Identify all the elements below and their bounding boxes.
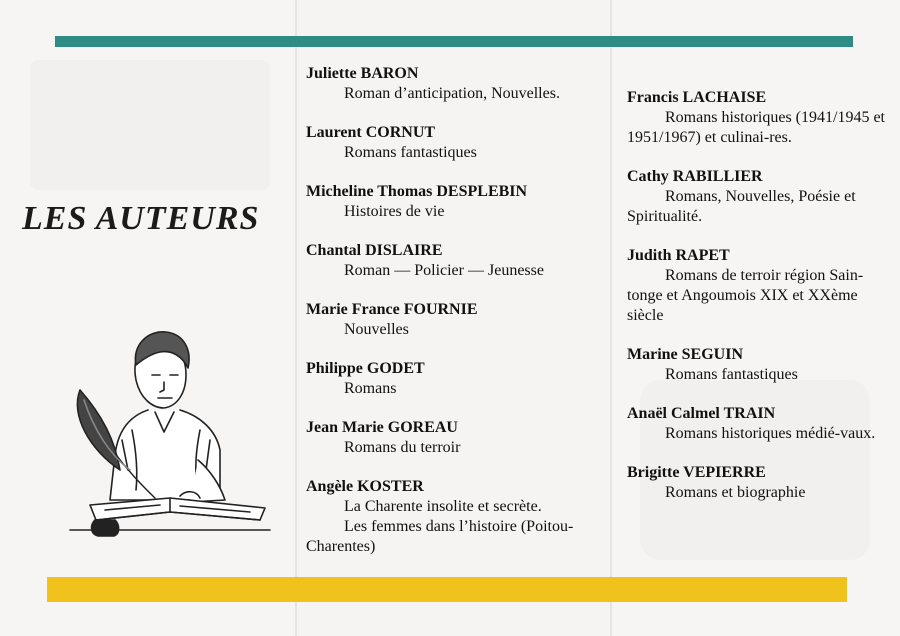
author-genres: Roman d’anticipation, Nouvelles. — [344, 85, 560, 102]
author-genres: Romans, Nouvelles, Poésie et Spiritualité. — [627, 188, 856, 225]
author-genres: Nouvelles — [344, 321, 409, 338]
author-entry — [627, 246, 889, 326]
author-name: Francis LACHAISE — [627, 89, 767, 106]
author-name: Philippe GODET — [306, 360, 425, 377]
author-genres: La Charente insolite et secrète. — [344, 498, 542, 515]
author-entry — [306, 64, 598, 104]
writer-with-quill-icon — [60, 320, 275, 550]
author-genres: Romans fantastiques — [665, 366, 798, 383]
author-entry — [306, 241, 598, 281]
author-name: Anaël Calmel TRAIN — [627, 405, 776, 422]
author-entry — [627, 88, 889, 148]
author-genres: Histoires de vie — [344, 203, 445, 220]
author-name: Angèle KOSTER — [306, 478, 424, 495]
author-name: Judith RAPET — [627, 247, 730, 264]
bottom-accent-bar — [47, 577, 847, 602]
author-name: Laurent CORNUT — [306, 124, 436, 141]
fold-line-1 — [295, 0, 297, 636]
author-entry — [627, 167, 889, 227]
author-name: Marine SEGUIN — [627, 346, 743, 363]
authors-column-right — [627, 88, 889, 503]
author-genres: Romans de terroir région Sain-tonge et Angoumois XIX et XXème siècle — [627, 267, 864, 324]
author-name: Juliette BARON — [306, 65, 419, 82]
author-entry — [627, 404, 889, 444]
page-title: LES AUTEURS — [22, 200, 260, 237]
author-entry — [627, 345, 889, 385]
author-entry — [306, 182, 598, 222]
author-genres: Romans fantastiques — [344, 144, 477, 161]
author-genres: Romans historiques (1941/1945 et 1951/1967) et culinai-res. — [627, 109, 885, 146]
author-name: Jean Marie GOREAU — [306, 419, 458, 436]
show-through-shape — [30, 60, 270, 190]
author-entry — [306, 123, 598, 163]
author-name: Micheline Thomas DESPLEBIN — [306, 183, 528, 200]
author-entry — [306, 477, 598, 557]
author-genres: Romans — [344, 380, 397, 397]
author-name: Marie France FOURNIE — [306, 301, 478, 318]
author-entry — [306, 300, 598, 340]
author-entry — [306, 418, 598, 458]
author-genres: Romans historiques médié-vaux. — [665, 425, 876, 442]
author-genres: Romans du terroir — [344, 439, 461, 456]
author-genres: Romans et biographie — [665, 484, 806, 501]
author-entry — [306, 359, 598, 399]
author-genres: Les femmes dans l’histoire (Poitou-Charentes) — [306, 518, 574, 555]
fold-line-2 — [610, 0, 612, 636]
author-name: Brigitte VEPIERRE — [627, 464, 766, 481]
author-name: Chantal DISLAIRE — [306, 242, 443, 259]
authors-column-middle — [306, 64, 598, 557]
author-genres: Roman — Policier — Jeunesse — [344, 262, 544, 279]
top-accent-bar — [55, 36, 853, 47]
author-name: Cathy RABILLIER — [627, 168, 763, 185]
author-entry — [627, 463, 889, 503]
